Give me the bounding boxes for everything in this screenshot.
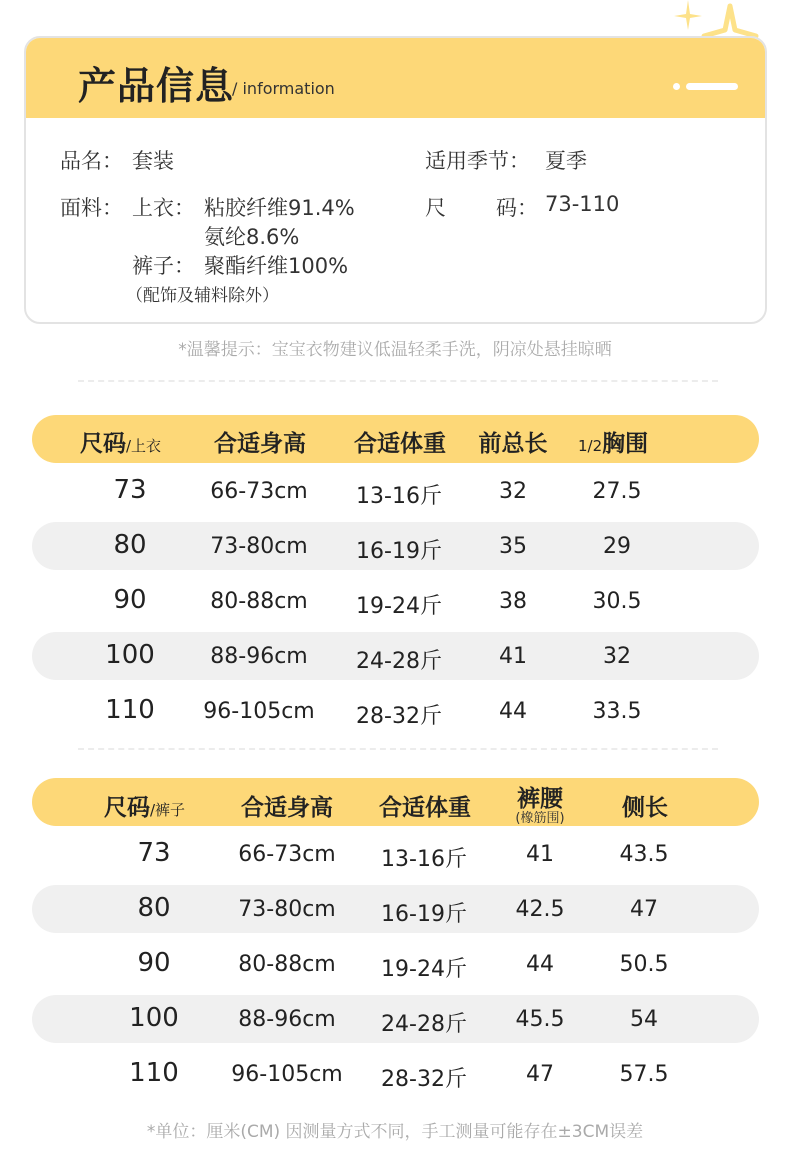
- card-header: [26, 38, 765, 118]
- pants-cell-height: 66-73cm: [238, 842, 336, 867]
- size-range-value: 73-110: [545, 192, 620, 216]
- pants-cell-size: 100: [129, 1003, 179, 1033]
- top-cell-m2: 32: [603, 644, 631, 669]
- top-cell-m2: 30.5: [592, 589, 642, 614]
- divider: [78, 748, 718, 750]
- pants-cell-weight: 19-24斤: [381, 957, 467, 982]
- pants-cell-m2: 43.5: [619, 842, 669, 867]
- pants-cell-size: 110: [129, 1058, 179, 1088]
- top-cell-weight: 16-19斤: [356, 539, 442, 564]
- pants-cell-m2: 57.5: [619, 1062, 669, 1087]
- pants-cell-m2: 50.5: [619, 952, 669, 977]
- pants-cell-height: 73-80cm: [238, 897, 336, 922]
- top-header-size: 尺码/上衣: [80, 431, 162, 457]
- top-cell-weight: 13-16斤: [356, 484, 442, 509]
- fabric-label: 面料：: [60, 196, 123, 220]
- card-title: 产品信息: [78, 64, 235, 108]
- pants-header-waist-note: (橡筋围): [515, 811, 565, 826]
- pants-cell-weight: 13-16斤: [381, 847, 467, 872]
- top-header-weight: 合适体重: [354, 431, 446, 457]
- top-cell-size: 90: [113, 585, 147, 615]
- top-cell-weight: 24-28斤: [356, 649, 442, 674]
- top-header-height: 合适身高: [214, 431, 306, 457]
- header-bar: [686, 83, 738, 90]
- pants-cell-m1: 45.5: [515, 1007, 565, 1032]
- pants-cell-weight: 24-28斤: [381, 1012, 467, 1037]
- pants-cell-m1: 44: [526, 952, 554, 977]
- pants-material: 聚酯纤维100%: [204, 254, 349, 278]
- pants-header-size: 尺码/裤子: [104, 795, 186, 821]
- top-cell-m1: 32: [499, 479, 527, 504]
- pants-cell-m1: 47: [526, 1062, 554, 1087]
- top-cell-size: 110: [105, 695, 155, 725]
- card-subtitle: / information: [232, 79, 335, 98]
- exclude-note: （配饰及辅料除外）: [126, 286, 279, 306]
- top-material-1: 粘胶纤维91.4%: [204, 196, 355, 220]
- top-cell-m2: 29: [603, 534, 631, 559]
- top-cell-weight: 19-24斤: [356, 594, 442, 619]
- top-cell-weight: 28-32斤: [356, 704, 442, 729]
- name-label: 品名：: [60, 149, 123, 173]
- pants-cell-height: 96-105cm: [231, 1062, 343, 1087]
- pants-cell-size: 73: [137, 838, 171, 868]
- pants-cell-m1: 41: [526, 842, 554, 867]
- care-tip: *温馨提示：宝宝衣物建议低温轻柔手洗，阴凉处悬挂晾晒: [178, 340, 612, 360]
- top-cell-height: 96-105cm: [203, 699, 315, 724]
- top-header-chest: 1/2胸围: [578, 431, 649, 457]
- top-cell-m1: 41: [499, 644, 527, 669]
- top-material-2: 氨纶8.6%: [204, 225, 300, 249]
- top-cell-size: 80: [113, 530, 147, 560]
- product-info-card: [24, 36, 767, 324]
- top-cell-m1: 35: [499, 534, 527, 559]
- size-label-a: 尺: [425, 196, 446, 220]
- top-cell-height: 88-96cm: [210, 644, 308, 669]
- name-value: 套装: [132, 149, 174, 173]
- pants-cell-m2: 47: [630, 897, 658, 922]
- season-value: 夏季: [545, 149, 587, 173]
- pants-header-side: 侧长: [622, 795, 668, 821]
- pants-cell-height: 88-96cm: [238, 1007, 336, 1032]
- top-cell-size: 100: [105, 640, 155, 670]
- season-label: 适用季节：: [425, 149, 530, 173]
- top-header-length: 前总长: [478, 431, 548, 457]
- header-dot: [673, 83, 680, 90]
- top-cell-height: 66-73cm: [210, 479, 308, 504]
- top-cell-size: 73: [113, 475, 147, 505]
- pants-header-weight: 合适体重: [379, 795, 471, 821]
- pants-label: 裤子：: [132, 254, 195, 278]
- top-cell-height: 73-80cm: [210, 534, 308, 559]
- pants-cell-weight: 28-32斤: [381, 1067, 467, 1092]
- pants-cell-m2: 54: [630, 1007, 658, 1032]
- unit-note: *单位：厘米(CM) 因测量方式不同，手工测量可能存在±3CM误差: [146, 1122, 644, 1142]
- top-cell-m1: 44: [499, 699, 527, 724]
- pants-cell-size: 80: [137, 893, 171, 923]
- pants-cell-height: 80-88cm: [238, 952, 336, 977]
- top-cell-m2: 33.5: [592, 699, 642, 724]
- pants-cell-weight: 16-19斤: [381, 902, 467, 927]
- pants-header-waist: 裤腰: [517, 786, 563, 812]
- top-cell-m1: 38: [499, 589, 527, 614]
- pants-header-height: 合适身高: [241, 795, 333, 821]
- top-cell-height: 80-88cm: [210, 589, 308, 614]
- top-cell-m2: 27.5: [592, 479, 642, 504]
- pants-cell-size: 90: [137, 948, 171, 978]
- pants-cell-m1: 42.5: [515, 897, 565, 922]
- divider: [78, 380, 718, 382]
- top-label: 上衣：: [132, 196, 195, 220]
- size-label-b: 码：: [496, 196, 538, 220]
